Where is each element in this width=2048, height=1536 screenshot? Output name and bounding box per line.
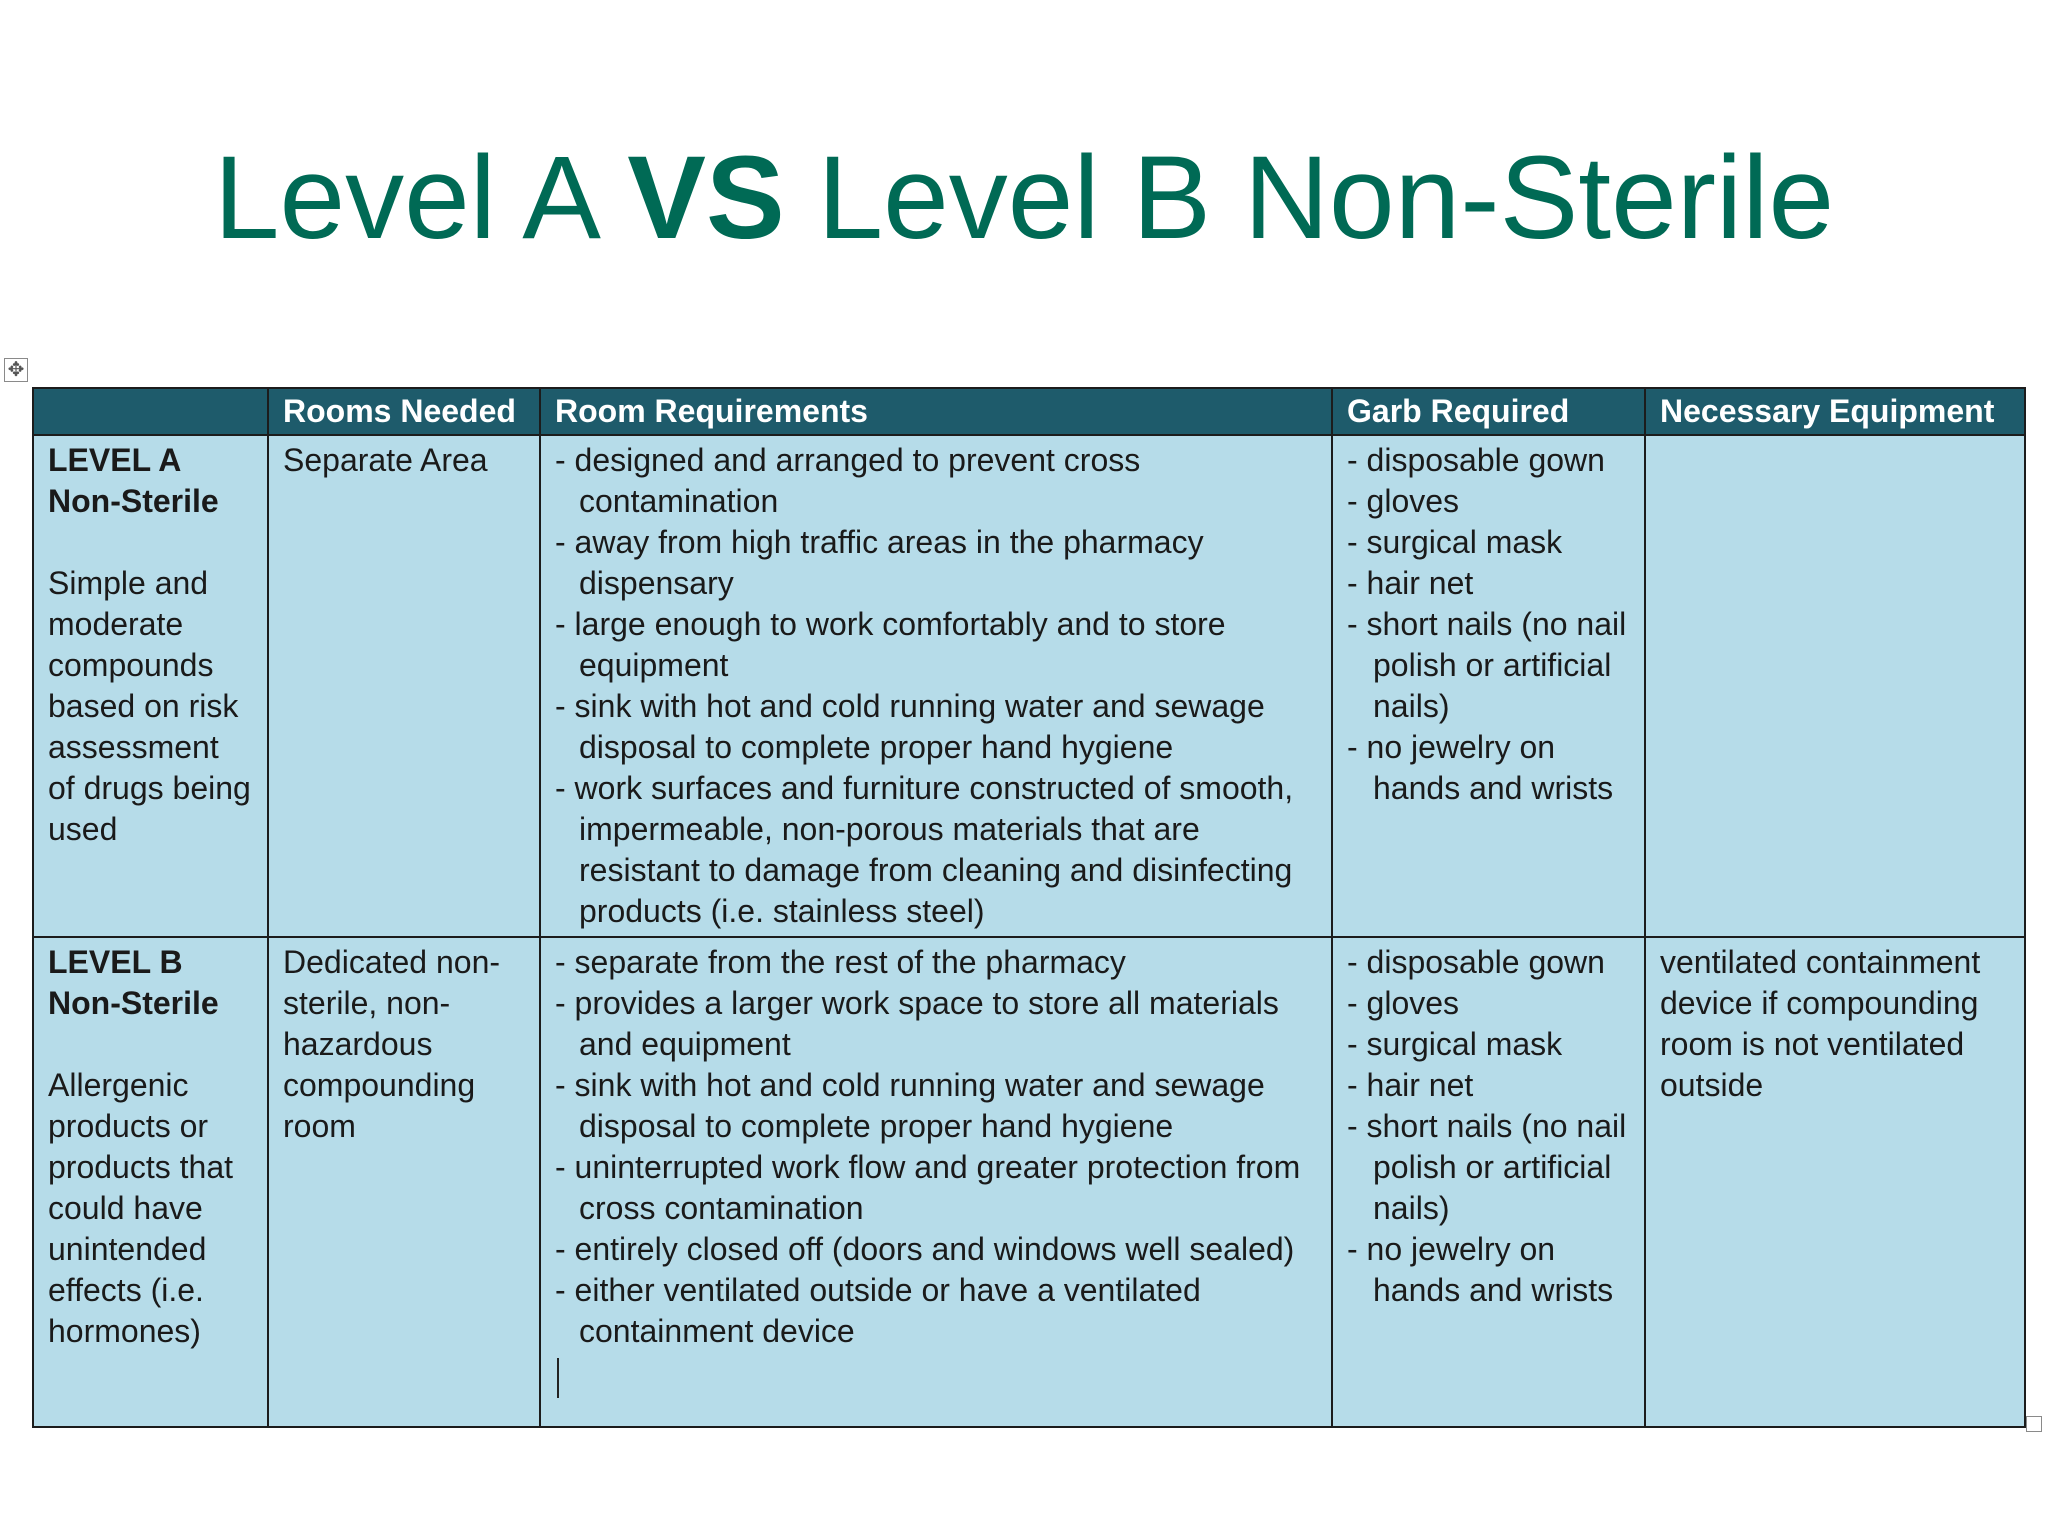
list-item: - entirely closed off (doors and windows well sealed) — [555, 1229, 1317, 1270]
level-b-description: Allergenic products or products that could have unintended effects (i.e. hormones) — [48, 1067, 233, 1349]
level-a-name: LEVEL A Non-Sterile — [48, 442, 219, 519]
cell-level-b-rooms[interactable]: Dedicated non-sterile, non-hazardous compounding room — [268, 937, 540, 1427]
list-item: - large enough to work comfortably and to store equipment — [555, 604, 1317, 686]
header-room-requirements[interactable]: Room Requirements — [540, 388, 1332, 435]
list-item: - away from high traffic areas in the pharmacy dispensary — [555, 522, 1317, 604]
header-rooms-needed[interactable]: Rooms Needed — [268, 388, 540, 435]
list-item: - sink with hot and cold running water and sewage disposal to complete proper hand hygiene — [555, 1065, 1317, 1147]
level-b-requirements-list — [555, 942, 1317, 1352]
cell-level-b-garb[interactable] — [1332, 937, 1645, 1427]
list-item: - sink with hot and cold running water and sewage disposal to complete proper hand hygiene — [555, 686, 1317, 768]
header-blank[interactable] — [33, 388, 268, 435]
header-necessary-equipment[interactable]: Necessary Equipment — [1645, 388, 2025, 435]
cell-level-a[interactable] — [33, 435, 268, 937]
list-item: - hair net — [1347, 563, 1630, 604]
list-item: - disposable gown — [1347, 942, 1630, 983]
title-level-a: Level A — [213, 132, 628, 264]
table-move-handle-icon[interactable]: ✥ — [4, 358, 28, 382]
cell-level-a-rooms[interactable]: Separate Area — [268, 435, 540, 937]
list-item: - designed and arranged to prevent cross contamination — [555, 440, 1317, 522]
header-garb-required[interactable]: Garb Required — [1332, 388, 1645, 435]
table-header-row — [33, 388, 2025, 435]
level-a-description: Simple and moderate compounds based on risk assessment of drugs being used — [48, 565, 251, 847]
list-item: - separate from the rest of the pharmacy — [555, 942, 1317, 983]
list-item: - hair net — [1347, 1065, 1630, 1106]
cell-level-a-equipment[interactable] — [1645, 435, 2025, 937]
list-item: - no jewelry on hands and wrists — [1347, 1229, 1630, 1311]
list-item: - surgical mask — [1347, 1024, 1630, 1065]
table-row-level-b — [33, 937, 2025, 1427]
title-level-b: Level B Non-Sterile — [784, 132, 1835, 264]
table-row-level-a — [33, 435, 2025, 937]
list-item: - surgical mask — [1347, 522, 1630, 563]
cell-level-a-requirements[interactable] — [540, 435, 1332, 937]
list-item: - work surfaces and furniture constructed of smooth, impermeable, non-porous materials that are resistant to damage from cleaning and disinfecting products (i.e. stainless steel) — [555, 768, 1317, 932]
level-b-name: LEVEL B Non-Sterile — [48, 944, 219, 1021]
slide-title — [0, 128, 2048, 268]
list-item: - no jewelry on hands and wrists — [1347, 727, 1630, 809]
comparison-table — [32, 387, 2026, 1428]
list-item: - gloves — [1347, 983, 1630, 1024]
text-cursor — [557, 1358, 559, 1398]
cell-level-b[interactable] — [33, 937, 268, 1427]
title-vs: VS — [627, 132, 785, 264]
level-b-garb-list — [1347, 942, 1630, 1311]
list-item: - short nails (no nail polish or artificial nails) — [1347, 604, 1630, 727]
table-resize-handle-icon[interactable] — [2026, 1416, 2042, 1432]
cell-level-a-garb[interactable] — [1332, 435, 1645, 937]
list-item: - either ventilated outside or have a ventilated containment device — [555, 1270, 1317, 1352]
list-item: - provides a larger work space to store all materials and equipment — [555, 983, 1317, 1065]
cell-level-b-equipment[interactable]: ventilated containment device if compounding room is not ventilated outside — [1645, 937, 2025, 1427]
list-item: - disposable gown — [1347, 440, 1630, 481]
level-a-garb-list — [1347, 440, 1630, 809]
list-item: - gloves — [1347, 481, 1630, 522]
level-a-requirements-list — [555, 440, 1317, 932]
list-item: - short nails (no nail polish or artificial nails) — [1347, 1106, 1630, 1229]
cell-level-b-requirements[interactable] — [540, 937, 1332, 1427]
list-item: - uninterrupted work flow and greater protection from cross contamination — [555, 1147, 1317, 1229]
